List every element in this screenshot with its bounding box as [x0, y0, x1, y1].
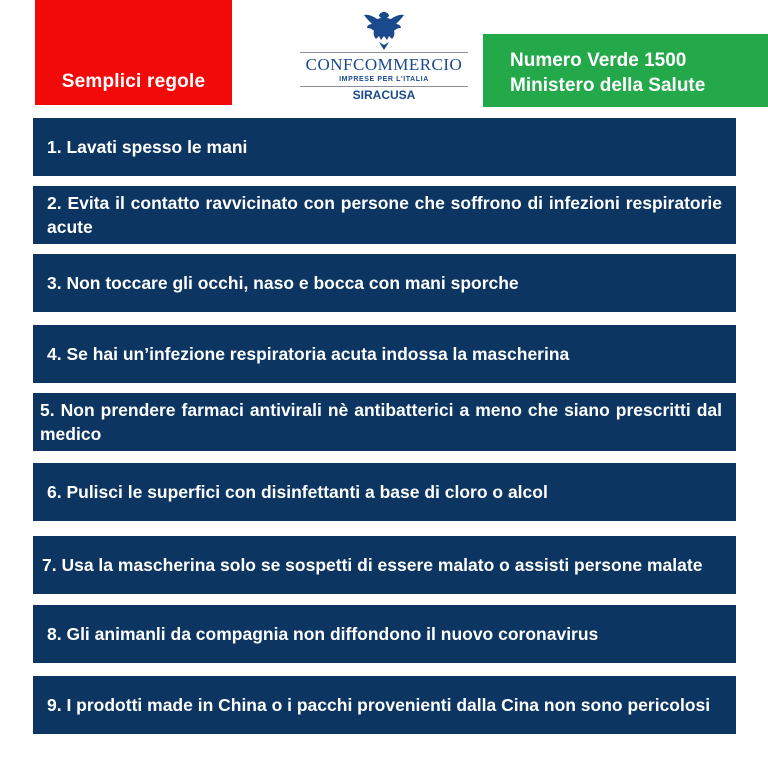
semplici-regole-banner: [35, 0, 232, 105]
hotline-number: Numero Verde 1500: [510, 50, 687, 71]
rule-text: 4. Se hai un’infezione respiratoria acuta indossa la mascherina: [47, 344, 570, 364]
rule-item-9: [33, 676, 736, 734]
rule-text: 6. Pulisci le superfici con disinfettanti a base di cloro o alcol: [47, 482, 548, 502]
logo-divider: [300, 86, 468, 87]
banner-title: Semplici regole: [61, 71, 206, 92]
rule-item-5: [33, 393, 736, 451]
rule-text: 1. Lavati spesso le mani: [47, 137, 248, 157]
rule-text: 5. Non prendere farmaci antivirali nè antibatterici a meno che siano prescritti dal medico: [40, 400, 722, 444]
rule-item-3: [33, 254, 736, 312]
rule-text: 9. I prodotti made in China o i pacchi provenienti dalla Cina non sono pericolosi: [47, 695, 711, 715]
rule-text: 2. Evita il contatto ravvicinato con persone che soffrono di infezioni respiratorie acute: [47, 193, 722, 237]
confcommercio-logo: [298, 8, 470, 104]
rule-item-2: [33, 186, 736, 244]
rule-item-7: [33, 536, 736, 594]
rule-text: 3. Non toccare gli occhi, naso e bocca con mani sporche: [47, 273, 519, 293]
rule-text: 7. Usa la mascherina solo se sospetti di essere malato o assisti persone malate: [42, 555, 703, 575]
hotline-ministry: Ministero della Salute: [510, 75, 706, 96]
logo-city: SIRACUSA: [352, 88, 416, 102]
logo-tagline: IMPRESE PER L'ITALIA: [339, 76, 429, 83]
rule-item-4: [33, 325, 736, 383]
rule-text: 8. Gli animanli da compagnia non diffondono il nuovo coronavirus: [47, 624, 599, 644]
rule-item-6: [33, 463, 736, 521]
eagle-icon: [361, 8, 407, 52]
rule-item-8: [33, 605, 736, 663]
logo-divider: [300, 52, 468, 53]
logo-name: CONFCOMMERCIO: [305, 55, 463, 74]
rule-item-1: [33, 118, 736, 176]
numero-verde-banner: [483, 34, 768, 107]
